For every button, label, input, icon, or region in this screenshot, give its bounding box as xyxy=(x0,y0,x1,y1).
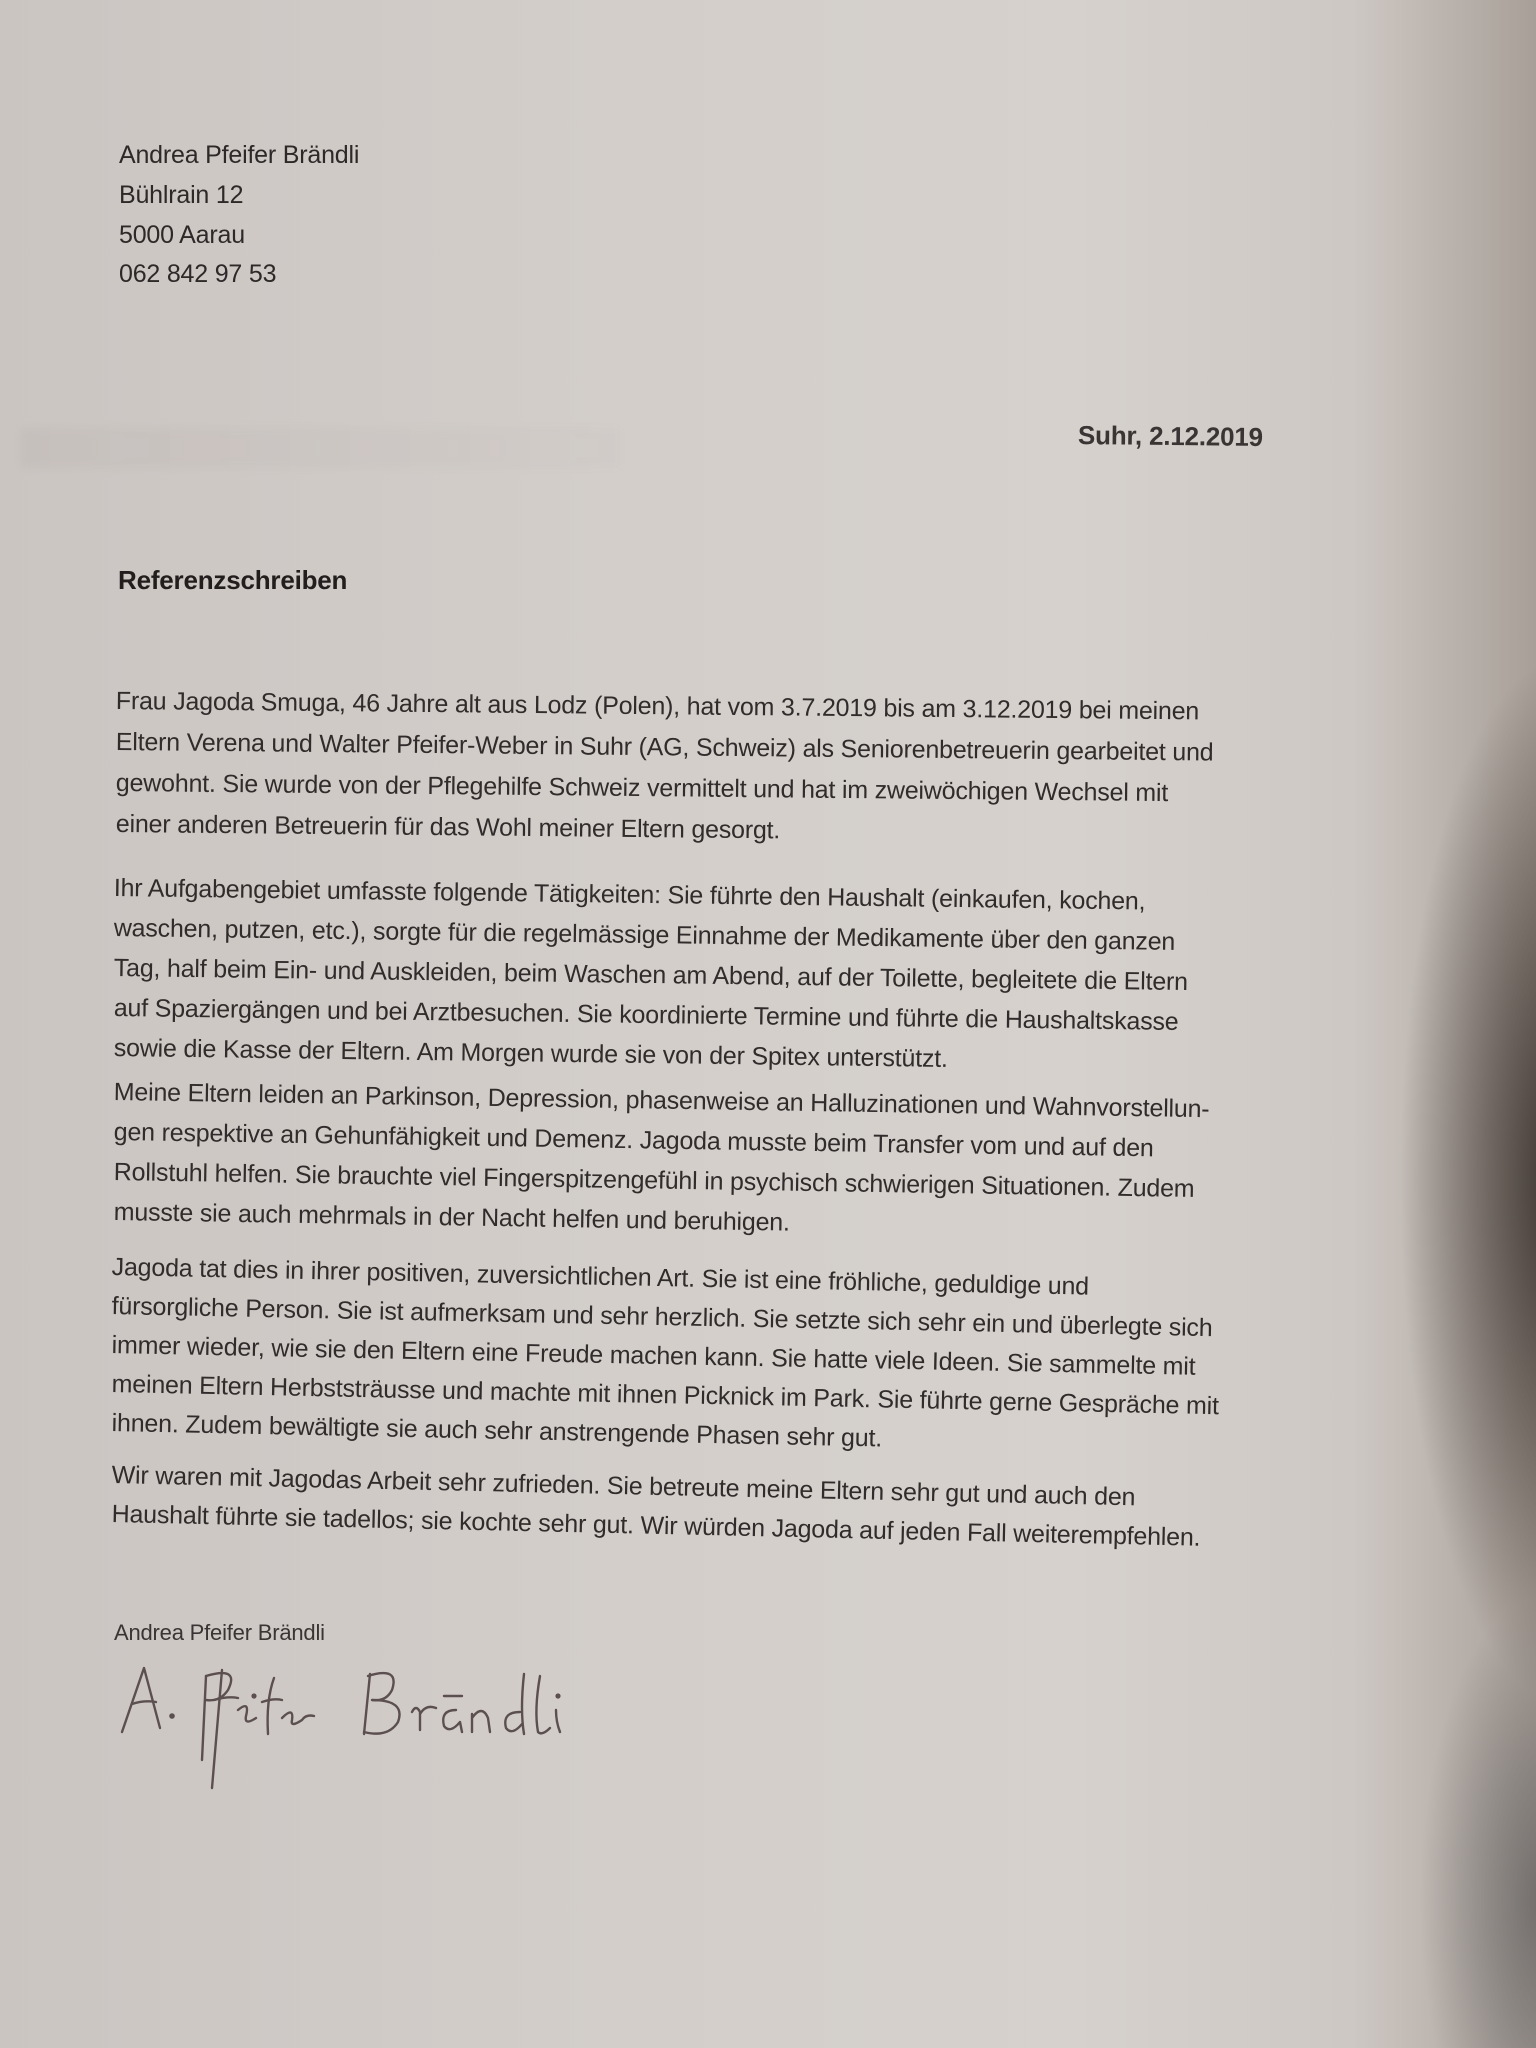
closing-name: Andrea Pfeifer Brändli xyxy=(114,1620,325,1645)
text-line: ihnen. Zudem bewältigte sie auch sehr anstrengende Phasen sehr gut. xyxy=(111,1408,883,1453)
text-line: immer wieder, wie sie den Eltern eine Freude machen kann. Sie hatte viele Ideen. Sie sammelte mit xyxy=(111,1330,1196,1381)
sender-name: Andrea Pfeifer Brändli xyxy=(119,141,360,169)
text-line: Meine Eltern leiden an Parkinson, Depression, phasenweise an Halluzinationen und Wahnvorstellun- xyxy=(113,1077,1210,1124)
text-line: Haushalt führte sie tadellos; sie kochte sehr gut. Wir würden Jagoda auf jeden Fall weiterempfehlen. xyxy=(111,1499,1201,1552)
text-line: Jagoda tat dies in ihrer positiven, zuversichtlichen Art. Sie ist eine fröhliche, geduldige und xyxy=(111,1252,1090,1301)
text-line: musste sie auch mehrmals in der Nacht helfen und beruhigen. xyxy=(113,1197,790,1237)
text-line: einer anderen Betreuerin für das Wohl meiner Eltern gesorgt. xyxy=(115,809,781,845)
text-line: gen respektive an Gehunfähigkeit und Demenz. Jagoda musste beim Transfer vom und auf den xyxy=(113,1117,1154,1163)
text-line: sowie die Kasse der Eltern. Am Morgen wurde sie von der Spitex unterstützt. xyxy=(113,1033,948,1073)
place-date: Suhr, 2.12.2019 xyxy=(1077,420,1264,452)
text-line: Frau Jagoda Smuga, 46 Jahre alt aus Lodz (Polen), hat vom 3.7.2019 bis am 3.12.2019 bei meinen xyxy=(115,686,1200,726)
handwritten-signature xyxy=(110,1660,670,1790)
text-line: Wir waren mit Jagodas Arbeit sehr zufrieden. Sie betreute meine Eltern sehr gut und auch den xyxy=(111,1460,1136,1512)
sender-phone: 062 842 97 53 xyxy=(119,260,277,288)
text-line: waschen, putzen, etc.), sorgte für die regelmässige Einnahme der Medikamente über den ganzen xyxy=(113,913,1176,956)
text-line: fürsorgliche Person. Sie ist aufmerksam und sehr herzlich. Sie setzte sich sehr ein und überlegte sich xyxy=(111,1291,1213,1343)
bleed-through-mark xyxy=(20,428,620,468)
sender-street: Bühlrain 12 xyxy=(119,181,244,209)
sender-city: 5000 Aarau xyxy=(119,221,245,249)
text-line: meinen Eltern Herbststräusse und machte mit ihnen Picknick im Park. Sie führte gerne Gespräche mit xyxy=(111,1369,1220,1421)
text-line: Rollstuhl helfen. Sie brauchte viel Fingerspitzengefühl in psychisch schwierigen Situationen. Zudem xyxy=(113,1157,1195,1203)
text-line: Eltern Verena und Walter Pfeifer-Weber in Suhr (AG, Schweiz) als Seniorenbetreuerin gearbeitet und xyxy=(115,727,1214,767)
text-line: Tag, half beim Ein- und Auskleiden, beim Waschen am Abend, auf der Toilette, begleitete die Eltern xyxy=(113,953,1189,997)
text-line: gewohnt. Sie wurde von der Pflegehilfe Schweiz vermittelt und hat im zweiwöchigen Wechsel mit xyxy=(115,768,1169,808)
letter-title: Referenzschreiben xyxy=(118,565,348,595)
text-line: Ihr Aufgabengebiet umfasste folgende Tätigkeiten: Sie führte den Haushalt (einkaufen, kochen, xyxy=(113,873,1146,916)
text-line: auf Spaziergängen und bei Arztbesuchen. Sie koordinierte Termine und führte die Haushaltskasse xyxy=(113,993,1179,1036)
